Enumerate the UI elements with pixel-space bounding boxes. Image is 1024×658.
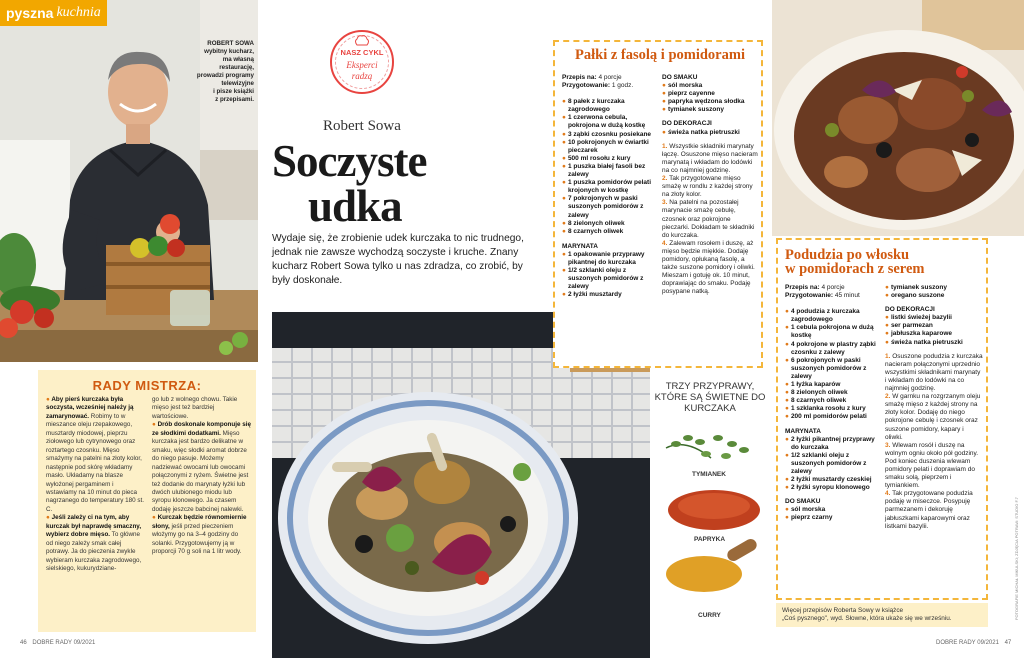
bullet-icon: ● [785,435,789,443]
marinade-list [562,251,658,300]
ingredient-text: sól morska [790,506,826,514]
ingredient-item [562,179,658,195]
ingredient-text: sól morska [667,82,703,90]
method-step [662,175,758,199]
bullet-icon: ● [885,322,889,330]
step-number: 4. [885,490,891,498]
recipe2-title-line1: Podudzia po włosku [785,247,910,263]
bullet-icon: ● [785,381,789,389]
bullet-icon: ● [662,90,666,98]
ingredient-text: 2 łyżki musztardy [567,291,622,299]
bullet-icon: ● [785,397,789,405]
method-step [662,143,758,175]
badge-top: NASZ CYKL [340,48,384,57]
ingredient-item [885,314,983,322]
ingredient-text: 1 opakowanie przyprawy pikantnej do kurczaka [567,250,645,266]
label: Przygotowanie: [785,292,834,300]
season-list-2 [885,284,983,300]
value: 1 godz. [610,82,634,90]
ingredient-text: pieprz cayenne [667,90,715,98]
ingredient-item [662,106,758,114]
recipe1-col1 [562,74,658,299]
photo-credits: FOTOGRAFIE MICHAŁ MIKULSKI; ZDJĘCIA POTRAW: STUDIO F.7 [1014,497,1019,620]
chef-hat-icon [354,35,370,47]
ingredient-text: 1 cebula pokrojona w dużą kostkę [790,324,874,340]
bullet-icon: ● [785,356,789,364]
ingredient-text: 200 ml pomidorów pelati [790,413,867,421]
magazine-issue: DOBRE RADY 09/2021 [936,640,999,646]
more-info-line1: Więcej przepisów Roberta Sowy w książce [782,607,904,614]
ingredient-text: 1 puszka pomidorów pelati krojonych w kostkę [567,179,652,195]
ingredient-item [662,129,758,137]
ingredient-item [785,389,881,397]
value: 4 porcje [596,74,622,81]
bullet-icon: ● [562,154,566,162]
bullet-icon: ● [785,451,789,459]
step-number: 3. [662,199,668,207]
ingredient-item [562,195,658,219]
magazine-issue: DOBRE RADY 09/2021 [32,640,96,646]
ingredient-text: 3 ząbki czosnku posiekane [567,130,652,138]
podudzia-photo [772,0,1024,236]
article-author: Robert Sowa [323,118,401,134]
caption-line: i pisze książki [213,88,254,95]
bullet-icon: ● [885,330,889,338]
step-number: 3. [885,441,891,449]
ingredient-item [785,476,881,484]
tip-text: go lub z wolnego chowu. Takie mięso jest też bardziej wartościowe. [152,396,238,420]
bullet-icon: ● [562,227,566,235]
bullet-icon: ● [885,338,889,346]
decor-heading: DO DEKORACJI [662,120,712,128]
ingredient-item [785,514,881,522]
bullet-icon: ● [562,195,566,203]
bullet-icon: ● [885,292,889,300]
label: Przepis na: [562,74,597,81]
season-list [662,82,758,114]
method-steps [662,143,758,297]
value: 45 minut [833,292,860,300]
right-folio [936,640,1011,646]
caption-line: z przepisami. [215,96,254,103]
tip-text: jeśli przed pieczeniem włożymy go na 3–4 godziny do solanki. Przygotowujemy ją w proporcji 70 g soli na 1 litr wody. [152,522,242,556]
method-step [885,353,983,393]
ingredient-text: 8 czarnych oliwek [790,397,847,405]
season-heading: DO SMAKU [662,74,698,81]
ingredient-item [785,381,881,389]
step-text: Wlewam rosół i duszę na wolnym ogniu około pół godziny. Pod koniec duszenia wlewam pomidory pelati i doprawiam do smaku solą, pieprzem i tymiankiem. [885,441,979,490]
season-heading: DO SMAKU [785,498,821,506]
bullet-icon: ● [562,138,566,146]
marinade-heading: MARYNATA [785,427,821,435]
page-number: 47 [1004,640,1012,646]
ingredient-item [785,341,881,357]
ingredient-item [885,292,983,300]
ingredient-item [885,322,983,330]
bullet-icon: ● [785,514,789,522]
label: Przygotowanie: [562,82,611,90]
ingredient-item [562,163,658,179]
ingredient-item [885,339,983,347]
article-lead: Wydaje się, że zrobienie udek kurczaka to nic trudnego, jednak nie zawsze wychodzą soczyste i kruche. Znany kucharz Robert Sowa tylko u nas zdradza, co zrobić, by były doskonałe. [272,233,524,286]
bullet-icon: ● [785,413,789,421]
ingredient-text: 1/2 szklanki oleju z suszonych pomidorów z zalewy [790,451,867,475]
bullet-icon: ● [662,82,666,90]
label: Przepis na: [785,284,820,291]
recipe2-col1 [785,284,881,523]
curry-label: CURRY [698,612,721,619]
ingredient-item [785,484,881,492]
step-text: Wszystkie składniki marynaty łączę. Osuszone mięso nacieram marynatą i wkładam do lodówki na co najmniej godzinę. [662,142,758,174]
more-info-box [776,603,988,627]
bullet-icon: ● [662,128,666,136]
bullet-icon: ● [152,421,158,429]
method-steps [885,353,983,531]
bullet-icon: ● [46,396,52,403]
ingredient-text: 1 szklanka rosołu z kury [790,405,866,413]
ingredient-item [562,220,658,228]
step-text: Osuszone podudzia z kurczaka nacieram połączonymi uprzednio wszystkimi składnikami marynaty i wkładam do lodówki na co najmniej godzinę. [885,352,983,393]
ingredient-text: 7 pokrojonych w paski suszonych pomidorów z zalewy [567,195,644,219]
step-number: 2. [662,175,668,183]
season-list [785,506,881,522]
author-caption [186,40,254,104]
marinade-list [785,436,881,493]
ingredient-text: 500 ml rosołu z kury [567,154,631,162]
ingredient-item [785,436,881,452]
article-title-line2: udka [308,181,402,231]
bullet-icon: ● [662,98,666,106]
step-text: W garnku na rozgrzanym oleju smażę mięso z każdej strony na złoty kolor. Dodaję do niego pokrojone cebulę i czosnek oraz suszone pomidory, kapary i oliwki. [885,393,981,441]
bullet-icon: ● [662,106,666,114]
ingredient-text: ser parmezan [890,322,933,330]
spices-illustration [656,418,766,608]
ingredient-text: 8 zielonych oliwek [790,389,848,397]
bullet-icon: ● [562,291,566,299]
ingredient-item [785,405,881,413]
ingredient-text: pieprz czarny [790,514,833,522]
bullet-icon: ● [46,514,52,522]
ingredient-item [662,98,758,106]
bullet-icon: ● [152,514,158,522]
ingredient-list [785,308,881,421]
recipe2-title-line2: w pomidorach z serem [785,261,925,277]
tip-text: To główne od niego zależy smak całej potrawy. Ja do pieczenia zwykle wybieram kurczaka zagrodowego, sielskiego, kukurydziane- [46,531,142,573]
spices-title: TRZY PRZYPRAWY, KTÓRE SĄ ŚWIETNE DO KURCZAKA [654,381,766,414]
bullet-icon: ● [785,484,789,492]
bullet-icon: ● [562,114,566,122]
ingredient-text: 8 zielonych oliwek [567,219,625,227]
tips-column-2 [152,396,252,557]
brand-bold: pyszna [6,5,54,21]
tip-text: Mięso kurczaka jest bardzo delikatne w smaku, więc słodki aromat dobrze do niego pasuje. Możemy nadziewać owocami lub owocami połączonymi z ryżem. Świetne jest też dodanie do marynaty łyżki lub dwóch ulubionego miodu lub syropu klonowego. Ja czasem dodaję jeszcze babcinej nalewki. [152,429,249,513]
tip-bold: Jeśli zależy ci na tym, aby kurczak był naprawdę smaczny, wybierz dobre mięso. [46,514,142,539]
step-number: 1. [662,142,668,150]
bullet-icon: ● [785,389,789,397]
bowl-illustration [772,0,1024,236]
ingredient-text: świeża natka pietruszki [890,338,963,346]
ingredient-item [562,251,658,267]
caption-line: telewizyjne [221,80,254,87]
recipe1-col2 [662,74,758,296]
caption-line: wybitny kucharz, [204,48,254,55]
recipe1-title: Pałki z fasolą i pomidorami [575,47,745,63]
method-step [885,442,983,491]
ingredient-item [885,330,983,338]
expert-series-badge [330,30,394,94]
bullet-icon: ● [785,340,789,348]
ingredient-text: jabłuszka kaparowe [890,330,952,338]
step-number: 1. [885,352,891,360]
bullet-icon: ● [562,98,566,106]
tip-bold: Aby pierś kurczaka była soczysta, wcześniej należy ją zamarynować. [46,396,134,420]
ingredient-item [562,267,658,291]
bullet-icon: ● [885,284,889,291]
step-number: 4. [662,239,668,247]
ingredient-item [885,284,983,292]
method-step [662,240,758,297]
value: 4 porcje [819,284,845,291]
ingredient-list [562,98,658,236]
ingredient-text: 1 łyżka kaparów [790,381,841,389]
decor-heading: DO DEKORACJI [885,306,935,314]
ingredient-item [562,155,658,163]
bullet-icon: ● [885,314,889,322]
ingredient-item [785,413,881,421]
ingredient-item [562,228,658,236]
bullet-icon: ● [785,308,789,316]
bullet-icon: ● [562,162,566,170]
step-text: Tak przygotowane podudzia podaję w miseczce. Posypuję parmezanem i dekoruję jabłuszkami kaparowymi oraz listkami bazylii. [885,490,973,530]
ingredient-text: 4 pokrojone w plastry ząbki czosnku z zalewy [790,340,876,356]
tip-bold: Drób doskonale komponuje się ze słodkimi dodatkami. [152,421,251,437]
bullet-icon: ● [562,130,566,138]
ingredient-text: 2 łyżki pikantnej przyprawy do kurczaka [790,435,875,451]
ingredient-item [562,114,658,130]
caption-line: restaurację, [219,64,254,71]
bullet-icon: ● [785,476,789,484]
step-text: Tak przygotowane mięso smażę w rondlu z każdej strony na złoty kolor. [662,175,753,199]
bullet-icon: ● [562,267,566,275]
page-number: 46 [20,640,27,646]
step-number: 2. [885,393,891,401]
caption-line: prowadzi programy [196,72,254,79]
paprika-label: PAPRYKA [694,536,726,543]
brand-italic: kuchnia [56,5,101,20]
tips-title: RADY MISTRZA: [92,378,202,393]
thyme-icon [666,435,749,459]
badge-line2: radzą [351,71,373,81]
ingredient-text: świeża natka pietruszki [667,128,740,136]
ingredient-item [785,308,881,324]
ingredient-text: tymianek suszony [667,106,724,114]
caption-line: ROBERT SOWA [207,40,254,47]
ingredient-item [785,357,881,381]
marinade-heading: MARYNATA [562,242,598,250]
ingredient-item [785,506,881,514]
ingredient-text: 2 łyżki musztardy czeskiej [790,476,872,484]
bullet-icon: ● [785,324,789,332]
decor-list [662,129,758,137]
method-step [885,393,983,442]
step-text: Na patelni na pozostałej marynacie smażę cebulę, czosnek oraz pokrojone pieczarki. Dokładam te składniki do kurczaka. [662,199,755,239]
article-title-line1: Soczyste [272,136,427,186]
decor-list [885,314,983,346]
ingredient-text: 8 pałek z kurczaka zagrodowego [567,98,625,114]
ingredient-text: 1/2 szklanki oleju z suszonych pomidorów z zalewy [567,267,644,291]
ingredient-item [562,131,658,139]
ingredient-item [562,291,658,299]
caption-line: ma własną [222,56,254,63]
thyme-label: TYMIANEK [692,471,726,478]
method-step [662,199,758,239]
ingredient-text: 10 pokrojonych w ćwiartki pieczarek [567,138,649,154]
ingredient-item [785,324,881,340]
ingredient-item [662,82,758,90]
recipe2-col2 [885,284,983,531]
ingredient-item [785,397,881,405]
ingredient-item [562,139,658,155]
tip-bold: Kurczak będzie równomiernie słony, [152,514,247,530]
ingredient-text: listki świeżej bazylii [890,314,952,322]
ingredient-text: oregano suszone [890,292,945,300]
ingredient-text: 1 czerwona cebula, pokrojona w dużą kostkę [567,114,646,130]
step-text: Zalewam rosołem i duszę, aż mięso będzie miękkie. Dodaję pomidory, opłukaną fasolę, a także suszone pomidory i oliwki. Mieszam i gotuję ok. 10 minut, doprawiając do smaku. Podaję posypane natką. [662,239,755,296]
method-step [885,490,983,530]
more-info-line2: „Coś pysznego", wyd. Słowne, która ukaże się we wrześniu. [782,615,952,622]
ingredient-text: tymianek suszony [890,284,947,291]
ingredient-item [785,452,881,476]
ingredient-text: 4 podudzia z kurczaka zagrodowego [790,308,860,324]
bullet-icon: ● [562,179,566,187]
ingredient-text: 1 puszka białej fasoli bez zalewy [567,162,646,179]
section-brand [0,0,107,26]
ingredient-text: papryka wędzona słodka [667,98,745,106]
bullet-icon: ● [785,405,789,413]
ingredient-text: 6 pokrojonych w paski suszonych pomidorów z zalewy [790,356,867,380]
tips-column-1 [46,396,146,574]
ingredient-text: 8 czarnych oliwek [567,227,624,235]
ingredient-text: 2 łyżki syropu klonowego [790,484,870,492]
badge-line1: Eksperci [346,60,378,70]
left-folio [20,640,95,646]
ingredient-item [562,98,658,114]
ingredient-item [662,90,758,98]
curry-icon [666,556,742,592]
tip-text: Robimy to w mieszance oleju rzepakowego, musztardy miodowej, pieprzu ziołowego lub cytrynowego oraz roztartego czosnku. Mięso smażymy na patelni na złoty kolor, następnie pod skórę wkładamy masło. Układamy na blasze wyłożonej pergaminem i wstawiamy na 10 minut do pieca nagrzanego do temperatury 180 st. C. [46,412,145,513]
bullet-icon: ● [562,250,566,258]
bullet-icon: ● [562,219,566,227]
bullet-icon: ● [785,506,789,514]
